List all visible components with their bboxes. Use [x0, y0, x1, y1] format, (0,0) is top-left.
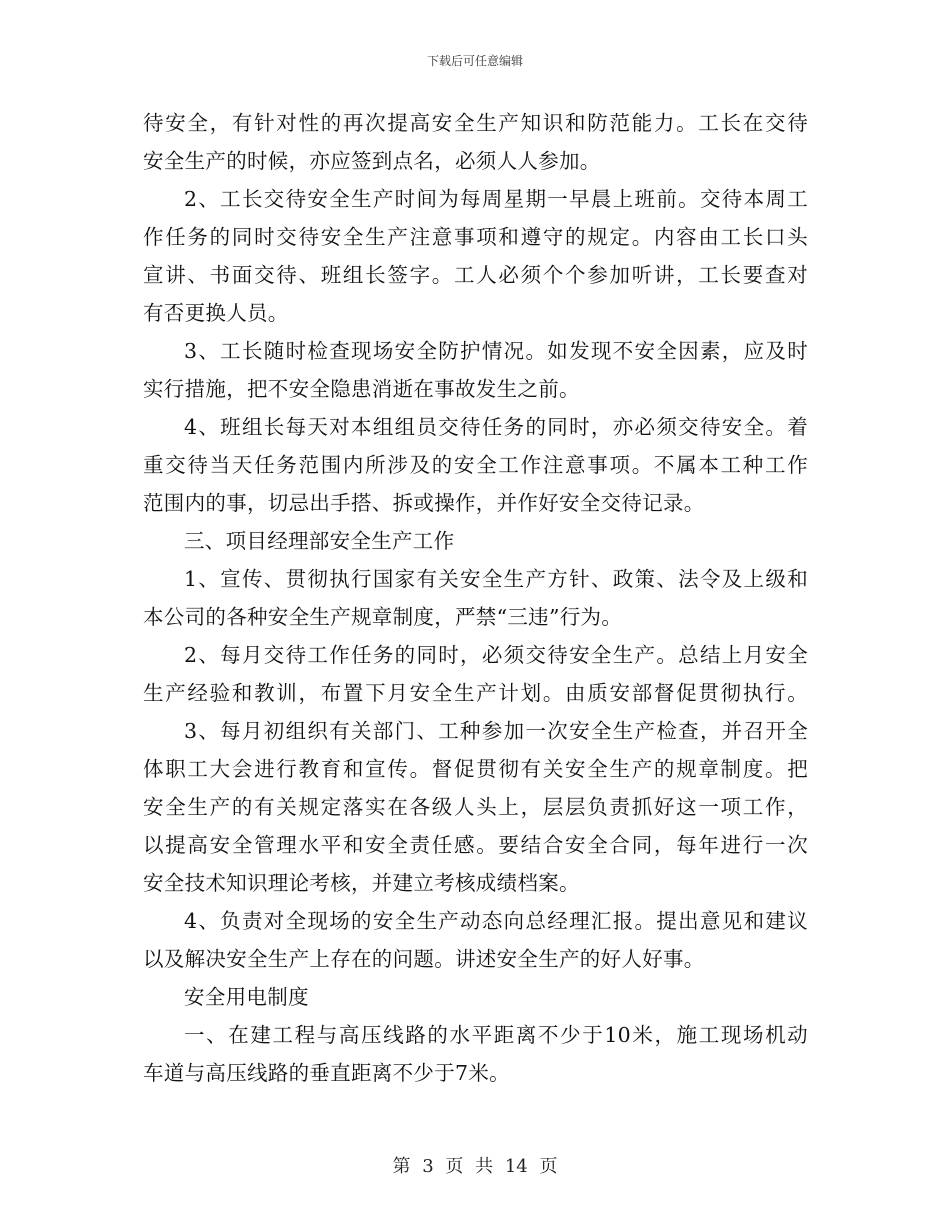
section-heading: 三、项目经理部安全生产工作 [184, 529, 455, 553]
text-line: 以及解决安全生产上存在的问题。讲述安全生产的好人好事。 [143, 947, 705, 971]
text-line: 安全生产的有关规定落实在各级人头上，层层负责抓好这一项工作， [143, 795, 808, 819]
text-line: 体职工大会进行教育和宣传。督促贯彻有关安全生产的规章制度。把 [143, 757, 808, 781]
text-line: 车道与高压线路的垂直距离不少于7米。 [143, 1061, 510, 1085]
text-line: 有否更换人员。 [143, 301, 289, 325]
page-number: 第 3 页 共 14 页 [392, 1156, 558, 1177]
document-body [143, 104, 808, 1092]
section-heading: 安全用电制度 [184, 985, 309, 1009]
text-line: 4、班组长每天对本组组员交待任务的同时，亦必须交待安全。着 [184, 415, 808, 439]
text-line: 宣讲、书面交待、班组长签字。工人必须个个参加听讲，工长要查对 [143, 263, 808, 287]
text-line: 生产经验和教训，布置下月安全生产计划。由质安部督促贯彻执行。 [143, 681, 808, 705]
text-line: 安全技术知识理论考核，并建立考核成绩档案。 [143, 871, 580, 895]
text-line: 作任务的同时交待安全生产注意事项和遵守的规定。内容由工长口头 [143, 225, 808, 249]
text-line: 1、宣传、贯彻执行国家有关安全生产方针、政策、法令及上级和 [184, 567, 808, 591]
text-line: 安全生产的时候，亦应签到点名，必须人人参加。 [143, 149, 601, 173]
text-line: 实行措施，把不安全隐患消逝在事故发生之前。 [143, 377, 580, 401]
text-line: 3、每月初组织有关部门、工种参加一次安全生产检查，并召开全 [184, 719, 808, 743]
text-line: 2、工长交待安全生产时间为每周星期一早晨上班前。交待本周工 [184, 187, 808, 211]
text-line: 本公司的各种安全生产规章制度，严禁“三违”行为。 [143, 605, 623, 629]
text-line: 重交待当天任务范围内所涉及的安全工作注意事项。不属本工种工作 [143, 453, 808, 477]
text-line: 4、负责对全现场的安全生产动态向总经理汇报。提出意见和建议 [184, 909, 808, 933]
text-line: 3、工长随时检查现场安全防护情况。如发现不安全因素，应及时 [184, 339, 808, 363]
text-line: 以提高安全管理水平和安全责任感。要结合安全合同，每年进行一次 [143, 833, 808, 857]
text-line: 2、每月交待工作任务的同时，必须交待安全生产。总结上月安全 [184, 643, 808, 667]
text-line: 一、在建工程与高压线路的水平距离不少于10米，施工现场机动 [184, 1023, 808, 1047]
page-header-note: 下载后可任意编辑 [426, 54, 523, 68]
text-line: 待安全，有针对性的再次提高安全生产知识和防范能力。工长在交待 [143, 111, 808, 135]
text-line: 范围内的事，切忌出手搭、拆或操作，并作好安全交待记录。 [143, 491, 705, 515]
